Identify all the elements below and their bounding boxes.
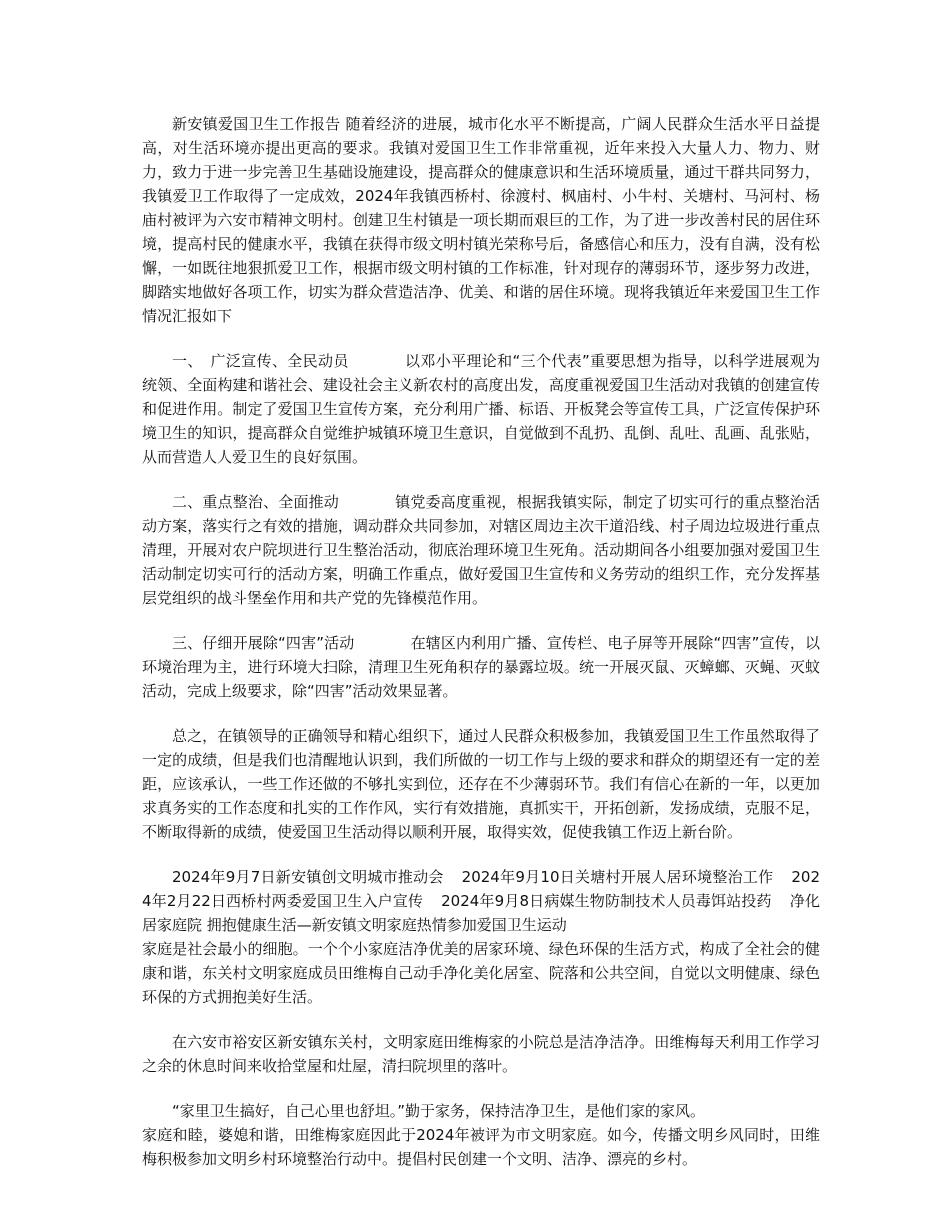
section-1-body: 以邓小平理论和“三个代表”重要思想为指导，以科学进展观为统领、全面构建和谐社会、建设社会主义新农村的高度出发，高度重视爱国卫生活动对我镇的创建宣传和促进作用。制定了爱国卫生宣传方案，充分利用广播、标语、开板凳会等宣传工具，广泛宣传保护环境卫生的知识，提高群众自觉维护城镇环境卫生意识，自觉做到不乱扔、乱倒、乱吐、乱画、乱张贴，从而营造人人爱卫生的良好氛围。 xyxy=(142,352,820,466)
conclusion-paragraph xyxy=(142,724,820,844)
section-3-body: 在辖区内利用广播、宣传栏、电子屏等开展除“四害”宣传，以环境治理为主，进行环境大扫除，清理卫生死角积存的暴露垃圾。统一开展灭鼠、灭蟑螂、灭蝇、灭蚊活动，完成上级要求，除“四害”活动效果显著。 xyxy=(142,634,821,700)
story-paragraph-1 xyxy=(142,1030,820,1078)
story-text-1: 在六安市裕安区新安镇东关村，文明家庭田维梅家的小院总是洁净洁净。田维梅每天利用工作学习之余的休息时间来收拾堂屋和灶屋，清扫院坝里的落叶。 xyxy=(142,1033,820,1075)
intro-text: 新安镇爱国卫生工作报告 随着经济的进展，城市化水平不断提高，广阔人民群众生活水平日益提高，对生活环境亦提出更高的要求。我镇对爱国卫生工作非常重视，近年来投入大量人力、物力、财力，致力于进一步完善卫生基础设施建设，提高群众的健康意识和生活环境质量，通过干群共同努力，我镇爱卫工作取得了一定成效，2024年我镇西桥村、徐渡村、枫庙村、小牛村、关塘村、马河村、杨庙村被评为六安市精神文明村。创建卫生村镇是一项长期而艰巨的工作，为了进一步改善村民的居住环境，提高村民的健康水平，我镇在获得市级文明村镇光荣称号后，备感信心和压力，没有自满，没有松懈，一如既往地狠抓爱卫工作，根据市级文明村镇的工作标准，针对现存的薄弱环节，逐步努力改进，脚踏实地做好各项工作，切实为群众营造洁净、优美、和谐的居住环境。现将我镇近年来爱国卫生工作情况汇报如下 xyxy=(142,115,820,325)
section-1-paragraph xyxy=(142,349,820,469)
section-2-paragraph xyxy=(142,490,820,610)
section-2-body: 镇党委高度重视，根据我镇实际，制定了切实可行的重点整治活动方案，落实行之有效的措施，调动群众共同参加，对辖区周边主次干道沿线、村子周边垃圾进行重点清理，开展对农户院坝进行卫生整治活动，彻底治理环境卫生死角。活动期间各小组要加强对爱国卫生活动制定切实可行的活动方案，明确工作重点，做好爱国卫生宣传和义务劳动的组织工作，充分发挥基层党组织的战斗堡垒作用和共产党的先锋模范作用。 xyxy=(142,493,820,607)
photo-caption: 2024年2月22日西桥村两委爱国卫生入户宣传 xyxy=(142,868,821,910)
story-paragraph-2 xyxy=(142,1099,820,1171)
section-2-heading: 二、重点整治、全面推动 xyxy=(172,493,339,511)
conclusion-text: 总之，在镇领导的正确领导和精心组织下，通过人民群众积极参加，我镇爱国卫生工作虽然取得了一定的成绩，但是我们也清醒地认识到，我们所做的一切工作与上级的要求和群众的期望还有一定的差距，应该承认，一些工作还做的不够扎实到位，还存在不少薄弱环节。我们有信心在新的一年，以更加求真务实的工作态度和扎实的工作作风，实行有效措施，真抓实干，开拓创新，发扬成绩，克服不足，不断取得新的成绩，使爱国卫生活动得以顺利开展，取得实效，促使我镇工作迈上新台阶。 xyxy=(142,727,820,841)
photo-caption: 2024年9月8日病媒生物防制技术人员毒饵站投药 xyxy=(441,892,772,910)
section-1-heading: 一、 广泛宣传、全民动员 xyxy=(172,352,349,370)
section-3-heading: 三、仔细开展除“四害”活动 xyxy=(172,634,355,652)
captions-paragraph xyxy=(142,865,820,1009)
photo-caption: 2024年9月10日关塘村开展人居环境整治工作 xyxy=(461,868,774,886)
section-3-paragraph xyxy=(142,631,820,703)
story-text-2: 家庭和睦，婆媳和谐，田维梅家庭因此于2024年被评为市文明家庭。如今，传播文明乡风同时，田维梅积极参加文明乡村环境整治行动中。提倡村民创建一个文明、洁净、漂亮的乡村。 xyxy=(142,1126,820,1168)
feature-title: 净化居家庭院 拥抱健康生活—新安镇文明家庭热情参加爱国卫生运动 xyxy=(142,892,820,934)
quote-text: “家里卫生搞好，自己心里也舒坦。”勤于家务，保持洁净卫生，是他们家的家风。 xyxy=(172,1102,706,1120)
photo-caption: 2024年9月7日新安镇创文明城市推动会 xyxy=(172,868,444,886)
intro-paragraph xyxy=(142,112,820,328)
feature-body: 家庭是社会最小的细胞。一个个小家庭洁净优美的居家环境、绿色环保的生活方式，构成了全社会的健康和谐，东关村文明家庭成员田维梅自己动手净化美化居室、院落和公共空间，自觉以文明健康、绿色环保的方式拥抱美好生活。 xyxy=(142,940,820,1006)
